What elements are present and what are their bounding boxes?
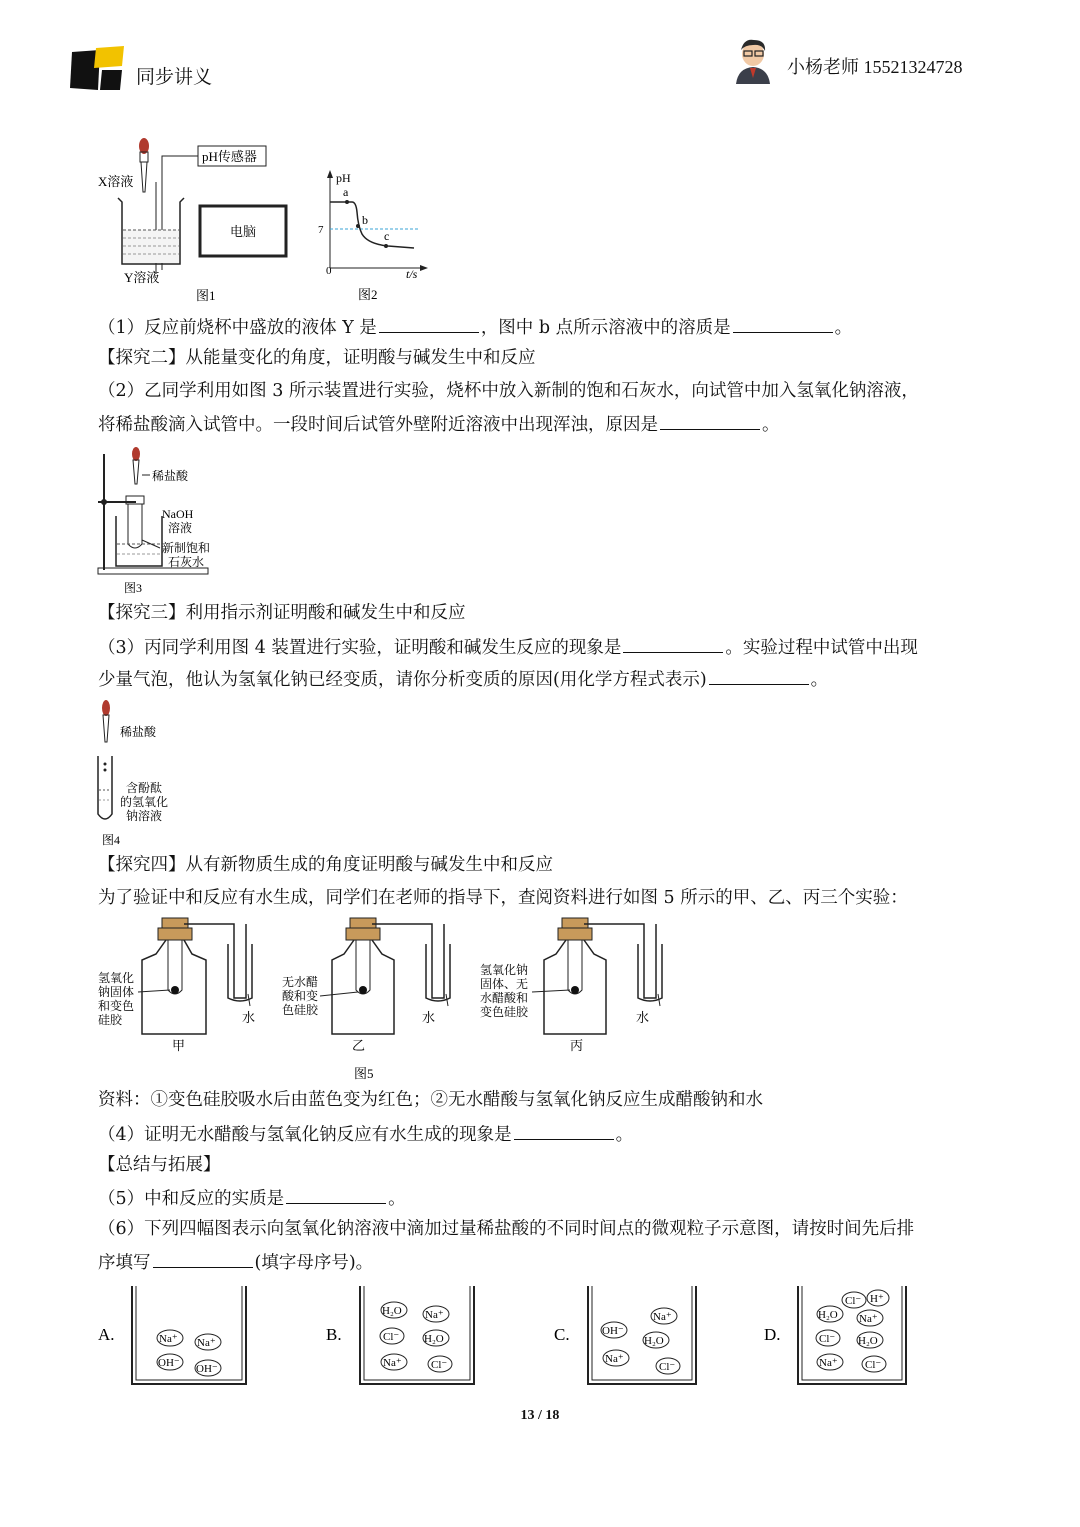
particle-na: [817, 1354, 843, 1370]
particle-oh: [157, 1354, 183, 1370]
particle-cl: [816, 1330, 840, 1346]
particle-na: [423, 1306, 449, 1322]
figure-3-caption: 图3: [124, 581, 143, 595]
bing-label-2: 固体、无: [480, 977, 529, 991]
option-a-label: A.: [98, 1325, 115, 1344]
water-label-yi: 水: [422, 1010, 436, 1025]
svg-text:Na⁺: Na⁺: [197, 1337, 216, 1349]
jia-caption: 甲: [172, 1038, 186, 1053]
apparatus-yi: [282, 918, 450, 1053]
answer-blank[interactable]: [153, 1249, 253, 1268]
ph-sensor-label: pH传感器: [202, 149, 257, 164]
svg-text:Na⁺: Na⁺: [819, 1357, 838, 1369]
particle-na: [857, 1310, 883, 1326]
svg-text:Na⁺: Na⁺: [159, 1333, 178, 1345]
answer-blank[interactable]: [286, 1185, 386, 1204]
bing-label-3: 水醋酸和: [480, 991, 529, 1005]
phenol-label-3: 钠溶液: [126, 809, 163, 823]
beaker-diagrams: [96, 1280, 916, 1392]
figure-4-caption: 图4: [102, 833, 121, 847]
svg-text:H₂O: H₂O: [644, 1335, 664, 1347]
svg-text:OH⁻: OH⁻: [602, 1325, 624, 1337]
explore-3-title: 【探究三】利用指示剂证明酸和碱发生中和反应: [98, 603, 466, 623]
apparatus-jia: [98, 918, 255, 1053]
answer-blank[interactable]: [379, 314, 479, 333]
origin-label: 0: [326, 265, 332, 277]
svg-text:Cl⁻: Cl⁻: [659, 1361, 676, 1373]
particle-na: [603, 1350, 629, 1366]
particle-na: [381, 1354, 407, 1370]
time-axis-label: t/s: [406, 267, 418, 281]
svg-text:Cl⁻: Cl⁻: [845, 1295, 862, 1307]
figure-1-caption: 图1: [196, 288, 216, 303]
svg-text:Na⁺: Na⁺: [605, 1353, 624, 1365]
question-4: （4）证明无水醋酸与氢氧化钠反应有水生成的现象是 。: [98, 1121, 633, 1147]
svg-text:Cl⁻: Cl⁻: [819, 1333, 836, 1345]
logo-icon: [70, 44, 126, 92]
bing-label-4: 变色硅胶: [480, 1005, 529, 1019]
ph-axis-label: pH: [336, 171, 351, 185]
water-label-jia: 水: [242, 1010, 256, 1025]
particle-na: [195, 1334, 221, 1350]
bing-label-1: 氢氧化钠: [480, 963, 529, 977]
svg-text:Cl⁻: Cl⁻: [383, 1331, 400, 1343]
info-text: 资料：①变色硅胶吸水后由蓝色变为红色；②无水醋酸与氢氧化钠反应生成醋酸钠和水: [98, 1090, 763, 1110]
ph-seven-label: 7: [318, 224, 324, 236]
naoh-label-2: 溶液: [168, 521, 193, 535]
svg-text:H⁺: H⁺: [870, 1293, 884, 1305]
particle-h2o: [381, 1302, 407, 1318]
option-d-label: D.: [764, 1325, 781, 1344]
hcl-label: 稀盐酸: [120, 725, 157, 739]
lime-label-1: 新制饱和: [162, 541, 211, 555]
computer-label: 电脑: [230, 224, 257, 239]
particle-h2o: [423, 1330, 449, 1346]
question-6-line-2: 序填写 (填字母序号)。: [98, 1249, 373, 1275]
particle-h: [867, 1290, 889, 1306]
question-6-line-1: （6）下列四幅图表示向氢氧化钠溶液中滴加过量稀盐酸的不同时间点的微观粒子示意图，请按时间先后排: [98, 1219, 915, 1239]
answer-blank[interactable]: [709, 666, 809, 685]
hcl-label: 稀盐酸: [152, 469, 189, 483]
option-c-label: C.: [554, 1325, 570, 1344]
figure-5-caption: 图5: [354, 1066, 374, 1081]
jia-label-2: 钠固体: [98, 985, 135, 999]
point-c-label: c: [384, 229, 390, 243]
figure-2-caption: 图2: [358, 287, 378, 302]
particle-cl: [380, 1328, 404, 1344]
point-a-label: a: [343, 185, 349, 199]
bing-caption: 丙: [570, 1038, 584, 1053]
summary-title: 【总结与拓展】: [98, 1155, 221, 1175]
svg-text:OH⁻: OH⁻: [196, 1363, 218, 1375]
question-2-line-1: （2）乙同学利用如图 3 所示装置进行实验，烧杯中放入新制的饱和石灰水，向试管中加入氢氧化钠溶液，: [98, 381, 919, 401]
question-2-line-2: 将稀盐酸滴入试管中。一段时间后试管外壁附近溶液中出现浑浊，原因是 。: [98, 411, 780, 437]
question-5: （5）中和反应的实质是 。: [98, 1185, 406, 1211]
y-solution-label: Y溶液: [124, 270, 160, 285]
apparatus-bing: [480, 918, 662, 1053]
explore-4-title: 【探究四】从有新物质生成的角度证明酸与碱发生中和反应: [98, 855, 553, 875]
answer-blank[interactable]: [514, 1121, 614, 1140]
particle-h2o: [857, 1332, 883, 1348]
yi-caption: 乙: [352, 1038, 366, 1053]
svg-text:Cl⁻: Cl⁻: [865, 1359, 882, 1371]
svg-text:H₂O: H₂O: [424, 1333, 444, 1345]
lime-label-2: 石灰水: [168, 555, 205, 569]
jia-label-4: 硅胶: [98, 1013, 123, 1027]
logo-text: 同步讲义: [136, 66, 213, 88]
svg-text:Na⁺: Na⁺: [653, 1311, 672, 1323]
svg-text:OH⁻: OH⁻: [158, 1357, 180, 1369]
figure-4: [96, 696, 206, 850]
particle-cl: [842, 1292, 866, 1308]
particle-h2o: [643, 1332, 669, 1348]
yi-label-3: 色硅胶: [282, 1003, 319, 1017]
naoh-label-1: NaOH: [162, 507, 194, 521]
particle-cl: [656, 1358, 680, 1374]
answer-blank[interactable]: [623, 634, 723, 653]
teacher-avatar: [734, 38, 772, 84]
figure-1: [96, 134, 306, 306]
particle-h2o: [817, 1306, 843, 1322]
answer-blank[interactable]: [660, 411, 760, 430]
yi-label-1: 无水醋: [282, 975, 319, 989]
question-1: （1）反应前烧杯中盛放的液体 Y 是 ，图中 b 点所示溶液中的溶质是 。: [98, 314, 852, 340]
teacher-contact: 小杨老师 15521324728: [787, 57, 963, 77]
explore-4-intro: 为了验证中和反应有水生成，同学们在老师的指导下，查阅资料进行如图 5 所示的甲、乙、丙三个实验：: [98, 888, 908, 908]
figure-2: [310, 168, 440, 306]
svg-text:Cl⁻: Cl⁻: [431, 1359, 448, 1371]
svg-text:H₂O: H₂O: [818, 1309, 838, 1321]
svg-text:H₂O: H₂O: [382, 1305, 402, 1317]
particle-cl: [862, 1356, 886, 1372]
particle-cl: [428, 1356, 452, 1372]
explore-2-title: 【探究二】从能量变化的角度，证明酸与碱发生中和反应: [98, 348, 536, 368]
page-number: 13 / 18: [520, 1408, 560, 1423]
phenol-label-2: 的氢氧化: [120, 795, 169, 809]
question-3-line-2: 少量气泡，他认为氢氧化钠已经变质，请你分析变质的原因(用化学方程式表示) 。: [98, 666, 828, 692]
particle-oh: [195, 1360, 221, 1376]
answer-blank[interactable]: [733, 314, 833, 333]
particle-oh: [601, 1322, 627, 1338]
phenol-label-1: 含酚酞: [126, 781, 163, 795]
figure-5: [96, 914, 686, 1086]
svg-text:Na⁺: Na⁺: [425, 1309, 444, 1321]
svg-text:H₂O: H₂O: [858, 1335, 878, 1347]
figure-3: [96, 444, 236, 596]
point-b-label: b: [362, 213, 368, 227]
option-b-label: B.: [326, 1325, 342, 1344]
svg-text:Na⁺: Na⁺: [859, 1313, 878, 1325]
question-3-line-1: （3）丙同学利用图 4 装置进行实验，证明酸和碱发生反应的现象是 。实验过程中试管中出现: [98, 634, 918, 660]
particle-na: [157, 1330, 183, 1346]
x-solution-label: X溶液: [98, 174, 134, 189]
water-label-bing: 水: [636, 1010, 650, 1025]
svg-text:Na⁺: Na⁺: [383, 1357, 402, 1369]
yi-label-2: 酸和变: [282, 989, 319, 1003]
jia-label-3: 和变色: [98, 999, 135, 1013]
jia-label-1: 氢氧化: [98, 971, 135, 985]
particle-na: [651, 1308, 677, 1324]
